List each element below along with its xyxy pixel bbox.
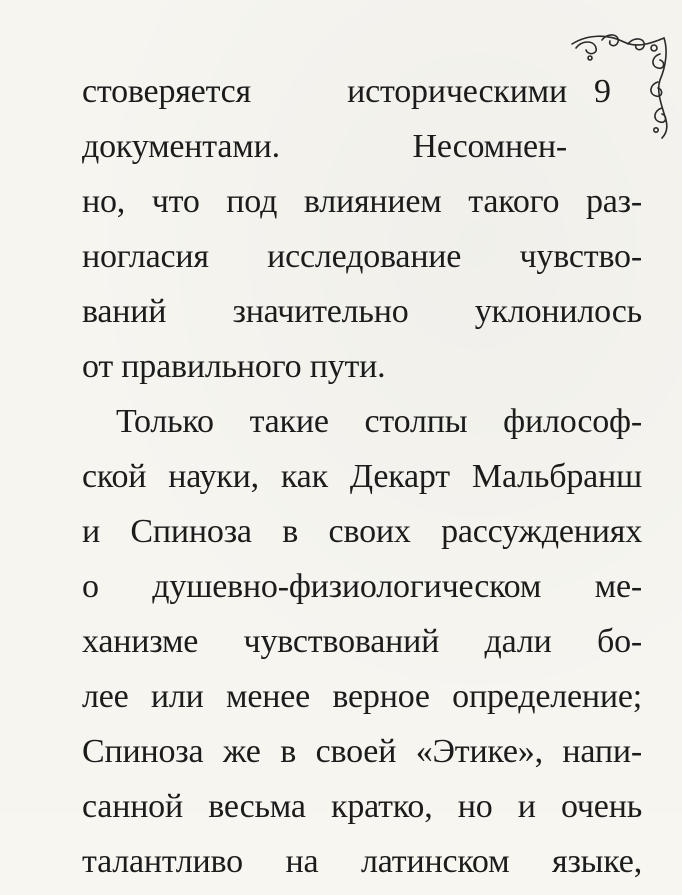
text-line: ваний значительно уклонилось xyxy=(82,293,642,330)
text-line: от правильного пути. xyxy=(82,348,386,385)
text-line: талантливо на латинском языке, xyxy=(82,843,642,880)
text-line: лее или менее верное определение; xyxy=(82,678,642,715)
text-line: и Спиноза в своих рассуждениях xyxy=(82,513,642,550)
text-line: ханизме чувствований дали бо- xyxy=(82,623,642,660)
text-line: ской науки, как Декарт Мальбранш xyxy=(82,458,642,495)
text-line: Спиноза же в своей «Этике», напи- xyxy=(82,733,642,770)
text-line: ногласия исследование чувство- xyxy=(82,238,642,275)
text-line: но, что под влиянием такого раз- xyxy=(82,183,642,220)
text-line: о душевно-физиологическом ме- xyxy=(82,568,642,605)
text-line: стоверяется историческими xyxy=(82,73,567,110)
body-text xyxy=(82,70,642,895)
text-line: Только такие столпы философ- xyxy=(116,403,642,440)
text-line: документами. Несомнен- xyxy=(82,128,567,165)
text-line: санной весьма кратко, но и очень xyxy=(82,788,642,825)
page-number: 9 xyxy=(594,73,611,110)
